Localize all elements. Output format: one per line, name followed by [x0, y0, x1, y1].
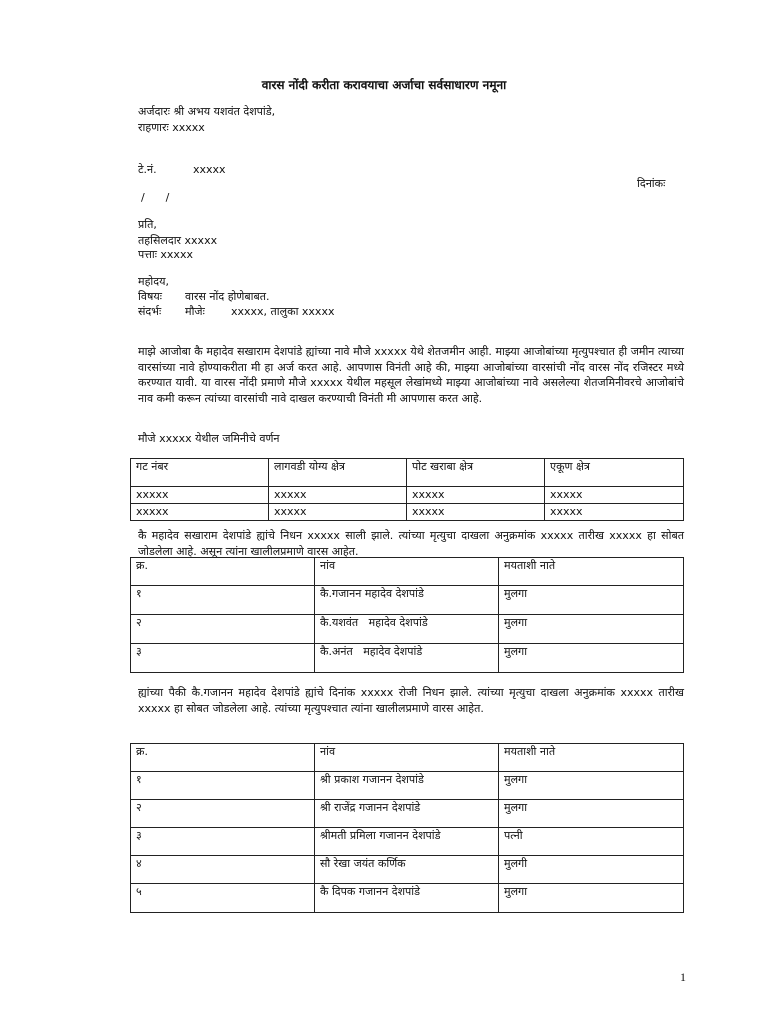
subject-label: विषयः	[138, 290, 162, 303]
table-cell: ३	[131, 828, 315, 856]
table-cell: मुलगी	[499, 856, 684, 884]
column-header: मयताशी नाते	[499, 744, 684, 772]
table-row	[131, 856, 684, 884]
table-cell: xxxxx	[407, 487, 545, 504]
table-cell: xxxxx	[269, 487, 407, 504]
column-header: नांव	[315, 744, 499, 772]
column-header: नांव	[315, 558, 499, 586]
table-cell: xxxxx	[545, 503, 684, 520]
table-row	[131, 772, 684, 800]
column-header: लागवडी योग्य क्षेत्र	[269, 459, 407, 487]
reference-text: xxxxx, तालुका xxxxx	[231, 305, 335, 318]
table-row	[131, 644, 684, 673]
table-cell: xxxxx	[407, 503, 545, 520]
paragraph-second-death: ह्यांच्या पैकी कै.गजानन महादेव देशपांडे ह्यांचे दिनांक xxxxx रोजी निधन झाले. त्यांच्या मृत्युचा दाखला अनुक्रमांक xxxxx तारीख xxxxx हा सोबत जोडलेला आहे. त्यांच्या मृत्युपश्चात त्यांना खालीलप्रमाणे वारस आहेत.	[138, 686, 684, 715]
column-header: क्र.	[131, 558, 315, 586]
applicant-address: राहणारः xxxxx	[138, 121, 205, 134]
column-header: गट नंबर	[131, 459, 269, 487]
page-number: 1	[680, 970, 686, 984]
table-cell: मुलगा	[499, 615, 684, 644]
table-cell: २	[131, 800, 315, 828]
reference-label: संदर्भः	[138, 305, 162, 318]
table-header-row	[131, 744, 684, 772]
heirs-table-1	[130, 557, 684, 673]
recipient-to: प्रति,	[138, 218, 157, 231]
table-cell: १	[131, 586, 315, 615]
recipient-address: पत्ताः xxxxx	[138, 248, 193, 261]
table-header-row	[131, 459, 684, 487]
table-cell: २	[131, 615, 315, 644]
table-row	[131, 503, 684, 520]
reference-mouje: मौजेः	[185, 305, 205, 318]
table-cell: १	[131, 772, 315, 800]
heirs-table-2	[130, 743, 684, 913]
table-cell: ३	[131, 644, 315, 673]
column-header: एकूण क्षेत्र	[545, 459, 684, 487]
table-cell: श्री प्रकाश गजानन देशपांडे	[315, 772, 499, 800]
table-cell: मुलगा	[499, 644, 684, 673]
paragraph-request: माझे आजोबा कै महादेव सखाराम देशपांडे ह्यांच्या नावे मौजे xxxxx येथे शेतजमीन आही. माझ्या आजोबांच्या मृत्युपश्चात ही जमीन त्याच्या वारसांच्या नावे होण्याकरीता मी हा अर्ज करत आहे. आपणास विनंती आहे की, माझ्या आजोबांच्या वारसांची नोंद वारस नोंद रजिस्टर मध्ये करण्यात यावी. या वारस नोंदी प्रमाणे मौजे xxxxx येथील महसूल लेखांमध्ये माझ्या आजोबांच्या नावे असलेल्या शेतजमिनीवरचे आजोबांचे नाव कमी करून त्यांच्या वारसांची नावे दाखल करण्याची विनंती मी आपणास करत आहे.	[138, 345, 684, 405]
table-header-row	[131, 558, 684, 586]
table-cell: मुलगा	[499, 800, 684, 828]
column-header: मयताशी नाते	[499, 558, 684, 586]
phone-label: टे.नं.	[138, 163, 157, 176]
date-label: दिनांकः	[637, 177, 666, 190]
table-cell: मुलगा	[499, 884, 684, 913]
table-row	[131, 615, 684, 644]
table-cell: xxxxx	[131, 487, 269, 504]
date-slashes: / /	[141, 191, 170, 204]
land-table	[130, 458, 684, 521]
table-cell: ४	[131, 856, 315, 884]
table-cell: कै.अनंत महादेव देशपांडे	[315, 644, 499, 673]
table-row	[131, 586, 684, 615]
table-cell: सौ रेखा जयंत कर्णिक	[315, 856, 499, 884]
table-cell: कै.गजानन महादेव देशपांडे	[315, 586, 499, 615]
paragraph-death-record: कै महादेव सखाराम देशपांडे ह्यांचे निधन xxxxx साली झाले. त्यांच्या मृत्युचा दाखला अनुक्रमांक xxxxx तारीख xxxxx हा सोबत जोडलेला आहे. असून त्यांना खालीलप्रमाणे वारस आहेत.	[138, 529, 684, 558]
column-header: पोट खराबा क्षेत्र	[407, 459, 545, 487]
table-cell: xxxxx	[269, 503, 407, 520]
recipient-officer: तहसिलदार xxxxx	[138, 234, 218, 247]
table-row	[131, 800, 684, 828]
table-cell: पत्नी	[499, 828, 684, 856]
document-title: वारस नोंदी करीता करावयाचा अर्जाचा सर्वसाधारण नमूना	[261, 78, 507, 92]
table-cell: कै दिपक गजानन देशपांडे	[315, 884, 499, 913]
table-cell: कै.यशवंत महादेव देशपांडे	[315, 615, 499, 644]
column-header: क्र.	[131, 744, 315, 772]
phone-value: xxxxx	[193, 163, 226, 176]
table-cell: श्रीमती प्रमिला गजानन देशपांडे	[315, 828, 499, 856]
subject-text: वारस नोंद होणेबाबत.	[185, 290, 270, 303]
table-cell: मुलगा	[499, 772, 684, 800]
table-row	[131, 884, 684, 913]
table-cell: श्री राजेंद्र गजानन देशपांडे	[315, 800, 499, 828]
table-cell: xxxxx	[131, 503, 269, 520]
table-row	[131, 828, 684, 856]
land-heading: मौजे xxxxx येथील जमिनीचे वर्णन	[138, 432, 280, 445]
salutation: महोदय,	[138, 275, 169, 288]
table-cell: मुलगा	[499, 586, 684, 615]
table-cell: xxxxx	[545, 487, 684, 504]
table-cell: ५	[131, 884, 315, 913]
table-row	[131, 487, 684, 504]
applicant-name: अर्जदारः श्री अभय यशवंत देशपांडे,	[138, 105, 276, 118]
